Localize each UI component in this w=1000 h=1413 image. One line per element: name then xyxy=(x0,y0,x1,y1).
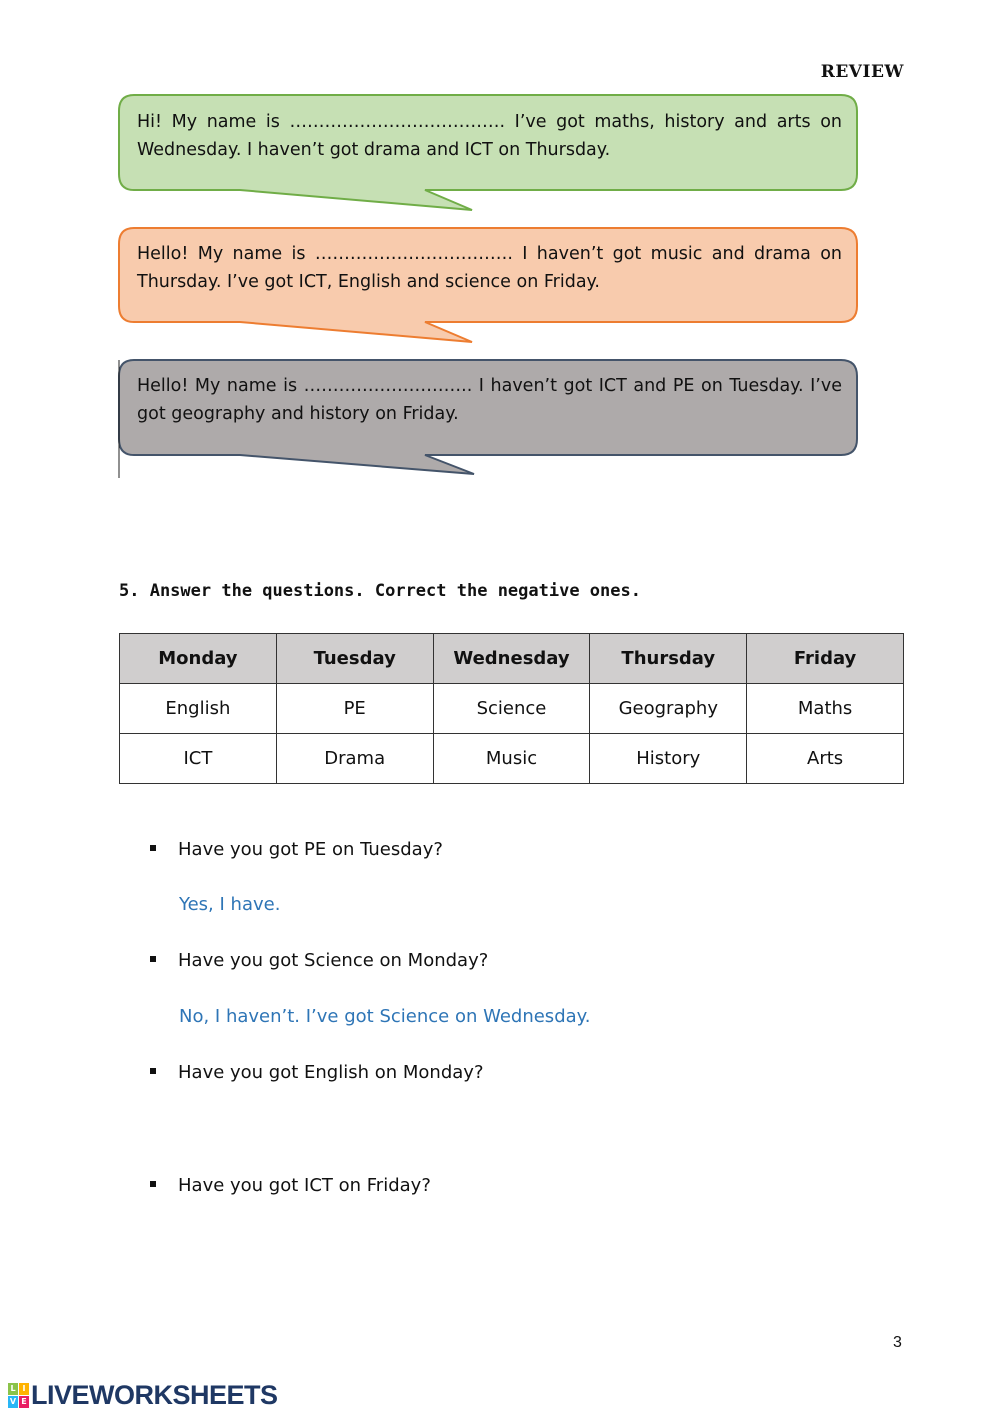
question-text: Have you got Science on Monday? xyxy=(178,950,489,971)
bullet-icon xyxy=(150,1068,156,1074)
table-cell: PE xyxy=(276,684,433,734)
bullet-icon xyxy=(150,1181,156,1187)
table-cell: English xyxy=(120,684,277,734)
answer-2: No, I haven’t. I’ve got Science on Wednesday. xyxy=(179,1006,591,1027)
table-cell: ICT xyxy=(120,734,277,784)
table-row xyxy=(120,684,904,734)
header-cell: Tuesday xyxy=(276,634,433,684)
header-cell: Wednesday xyxy=(433,634,590,684)
liveworksheets-logo[interactable] xyxy=(8,1380,278,1411)
question-4 xyxy=(150,1175,431,1196)
table-cell: Geography xyxy=(590,684,747,734)
header-cell: Thursday xyxy=(590,634,747,684)
logo-text: LIVEWORKSHEETS xyxy=(31,1380,278,1410)
bubble-text-3: Hello! My name is ……………………….. I haven’t got ICT and PE on Tuesday. I’ve got geography and history on Friday. xyxy=(137,376,842,424)
table-cell: Music xyxy=(433,734,590,784)
table-cell: Drama xyxy=(276,734,433,784)
logo-icon: L I V E xyxy=(8,1383,29,1408)
table-cell: Arts xyxy=(747,734,904,784)
timetable xyxy=(119,633,904,784)
bullet-icon xyxy=(150,956,156,962)
table-cell: Maths xyxy=(747,684,904,734)
question-text: Have you got English on Monday? xyxy=(178,1062,484,1083)
table-cell: Science xyxy=(433,684,590,734)
answer-1: Yes, I have. xyxy=(179,894,281,915)
header-cell: Monday xyxy=(120,634,277,684)
header-cell: Friday xyxy=(747,634,904,684)
page-number: 3 xyxy=(893,1334,902,1351)
bubble-text-2: Hello! My name is ……………………………. I haven’t got music and drama on Thursday. I’ve got ICT, English and science on Friday. xyxy=(137,244,842,292)
table-header-row xyxy=(120,634,904,684)
bullet-icon xyxy=(150,845,156,851)
task-instruction: 5. Answer the questions. Correct the negative ones. xyxy=(119,581,641,601)
table-cell: History xyxy=(590,734,747,784)
question-1 xyxy=(150,839,443,860)
question-3 xyxy=(150,1062,484,1083)
table-row xyxy=(120,734,904,784)
question-text: Have you got PE on Tuesday? xyxy=(178,839,443,860)
question-text: Have you got ICT on Friday? xyxy=(178,1175,431,1196)
bubble-text-1: Hi! My name is ………………………………. I’ve got maths, history and arts on Wednesday. I haven’t got drama and ICT on Thursday. xyxy=(137,112,842,160)
section-title: REVIEW xyxy=(820,62,904,82)
question-2 xyxy=(150,950,488,971)
